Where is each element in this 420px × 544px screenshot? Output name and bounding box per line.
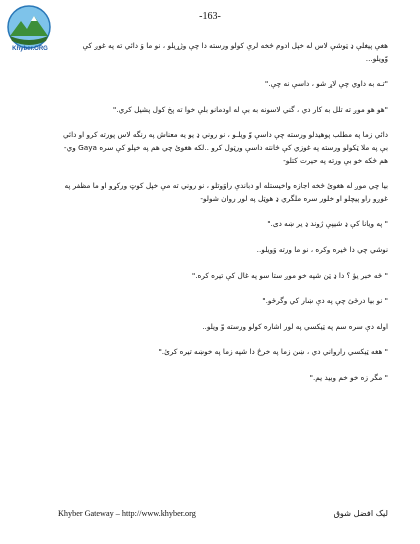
paragraph: " څه خبر يؤ ؟ دا ډ ټن شپه خو موږ ستا سو په غال کې تيره کره." bbox=[191, 270, 388, 280]
paragraph: بيا چي موږ له هغوئ څخه اجازه واخيستله او دباندې راوَوتلو ، نو روني ته مې خپل کوټ ورکړو او ما مظفر په غوږو راو پيچلو او خلور سره ملگري ډ هوټل په لور روان شولو- bbox=[64, 181, 388, 203]
paragraph: دائي زما په مطلب پوهيدلو ورسته چې داسې وّ ويلـو ، نو روني ډ يو يه معناش په رنگه لاس پورته کرو او دائي بې په ملا ټکولو ورسته په غوزي کې څانته داسې ورټول کرو ..لکه هغوئ چي هم په خپلو کې سره Gaya وي-هم څکه خو بې ورته په حيرت کتلو- bbox=[62, 130, 388, 165]
document-body bbox=[58, 40, 388, 391]
paragraph: " په ويانا کې ډ شيپې ژوند ډ ير ښه دی." bbox=[267, 219, 388, 229]
logo-caption: Khyber.ORG bbox=[12, 46, 48, 52]
paragraph: اوله دې سره سم په ټيکسي په لور اشاره کولو ورسته وّ ويلو.. bbox=[202, 321, 388, 331]
paragraph: هغې پيغلې ډ ټوشې لاس له خپل ادوم څخه لرې کولو ورسته دا چې وژړيلو ، نو ما وَ دائي ته په غوږ کې وّويلو... bbox=[82, 41, 388, 63]
footer-author: ليک افضل شوق bbox=[333, 508, 388, 518]
paragraph: " نو بيا درځئ چې په دې ښار کي وگرځو." bbox=[262, 296, 388, 306]
paragraph: " مگر زه خو خم وبيد يم." bbox=[309, 372, 388, 382]
page-number: -163- bbox=[199, 11, 221, 22]
paragraph: "تـه به داوي چې لاړ شو ، داسې نه چې." bbox=[264, 79, 388, 89]
paragraph: "هو هو موږ ته تلل به کار دي ، گني لاسونه به بې له اودمانو بلې خوا ته پخ کول پشيل کري." bbox=[112, 104, 388, 114]
footer-website-link[interactable]: Khyber Gateway – http://www.khyber.org bbox=[58, 509, 196, 518]
paragraph: نوشي چي دا څيره وکره ، نو ما ورته وَويلو.. bbox=[256, 244, 388, 254]
paragraph: " هغه ټيکسي رارواني دي ، ښن زما په خرڅ دا شپه زما په خوښه تيره کرئ." bbox=[158, 347, 388, 357]
